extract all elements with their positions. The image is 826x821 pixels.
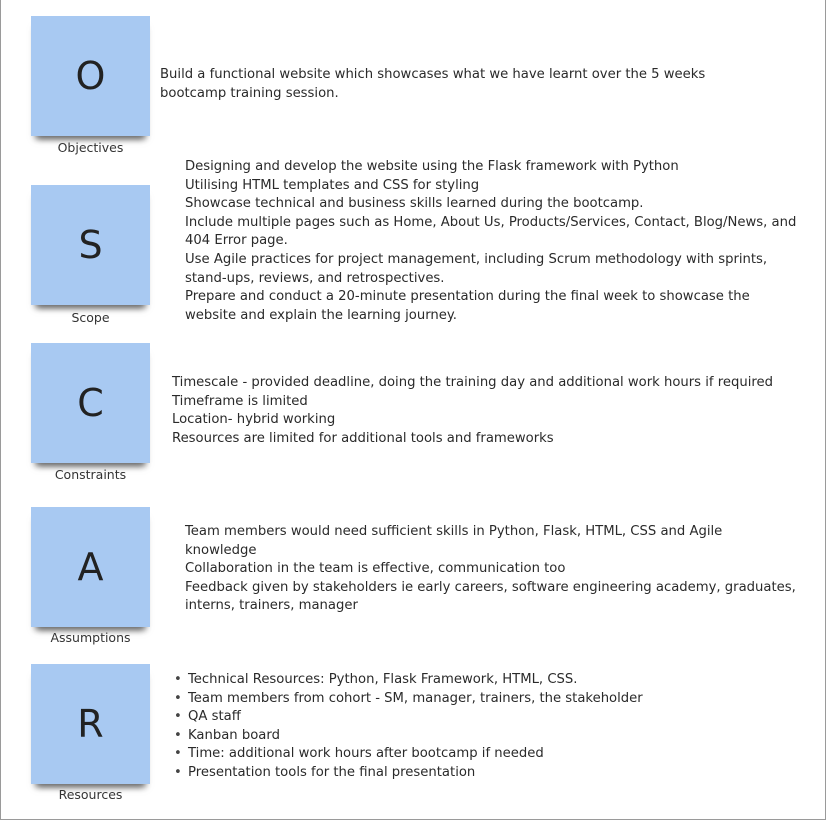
constraints-text [172, 374, 773, 448]
text-line: Location- hybrid working [172, 412, 336, 428]
sticky-note-resources[interactable] [31, 664, 150, 784]
text-line: Utilising HTML templates and CSS for styling [185, 177, 480, 193]
text-line: website and explain the learning journey. [185, 307, 457, 323]
list-item: • Technical Resources: Python, Flask Framework, HTML, CSS. [174, 671, 643, 690]
note-letter: O [75, 54, 106, 98]
note-letter: C [77, 381, 104, 425]
sticky-note-constraints[interactable] [31, 343, 150, 463]
list-item: • Team members from cohort - SM, manager, trainers, the stakeholder [174, 690, 643, 709]
text-line: knowledge [185, 542, 257, 558]
text-line: Prepare and conduct a 20-minute presentation during the final week to showcase the [185, 289, 750, 305]
text-line: Designing and develop the website using the Flask framework with Python [185, 159, 679, 174]
list-item: • Kanban board [174, 727, 643, 746]
note-caption-objectives: Objectives [57, 140, 124, 155]
note-caption-scope: Scope [71, 310, 110, 325]
sticky-note-assumptions[interactable] [31, 507, 150, 627]
text-line: Timescale - provided deadline, doing the training day and additional work hours if required [172, 375, 774, 390]
text-line: Timeframe is limited [172, 393, 308, 409]
text-line: Resources are limited for additional tools and frameworks [172, 430, 554, 446]
text-line: Showcase technical and business skills learned during the bootcamp. [185, 196, 644, 212]
text-line: Include multiple pages such as Home, About Us, Products/Services, Contact, Blog/News, and [185, 214, 797, 230]
resources-list [174, 671, 643, 783]
text-line: Team members would need sufficient skills in Python, Flask, HTML, CSS and Agile [185, 524, 723, 539]
assumptions-text [185, 523, 796, 616]
list-item: • Time: additional work hours after bootcamp if needed [174, 745, 643, 764]
resources-text [174, 671, 643, 783]
scope-text [185, 158, 796, 325]
list-item: • QA staff [174, 708, 643, 727]
text-line: Feedback given by stakeholders ie early careers, software engineering academy, graduates, [185, 579, 796, 595]
objectives-text [160, 66, 705, 103]
text-line: Collaboration in the team is effective, communication too [185, 561, 566, 577]
sticky-note-scope[interactable] [31, 185, 150, 305]
note-letter: A [77, 545, 104, 589]
list-item: • Presentation tools for the final presentation [174, 764, 643, 783]
note-caption-assumptions: Assumptions [50, 630, 131, 645]
text-line: bootcamp training session. [160, 85, 339, 101]
text-line: stand-ups, reviews, and retrospectives. [185, 270, 445, 286]
note-caption-resources: Resources [58, 787, 123, 802]
note-letter: S [78, 223, 103, 267]
text-line: 404 Error page. [185, 233, 288, 249]
note-letter: R [77, 702, 104, 746]
text-line: interns, trainers, manager [185, 598, 358, 614]
note-caption-constraints: Constraints [54, 467, 127, 482]
sticky-note-objectives[interactable] [31, 16, 150, 136]
text-line: Build a functional website which showcases what we have learnt over the 5 weeks [160, 67, 706, 82]
text-line: Use Agile practices for project management, including Scrum methodology with sprints, [185, 251, 768, 267]
